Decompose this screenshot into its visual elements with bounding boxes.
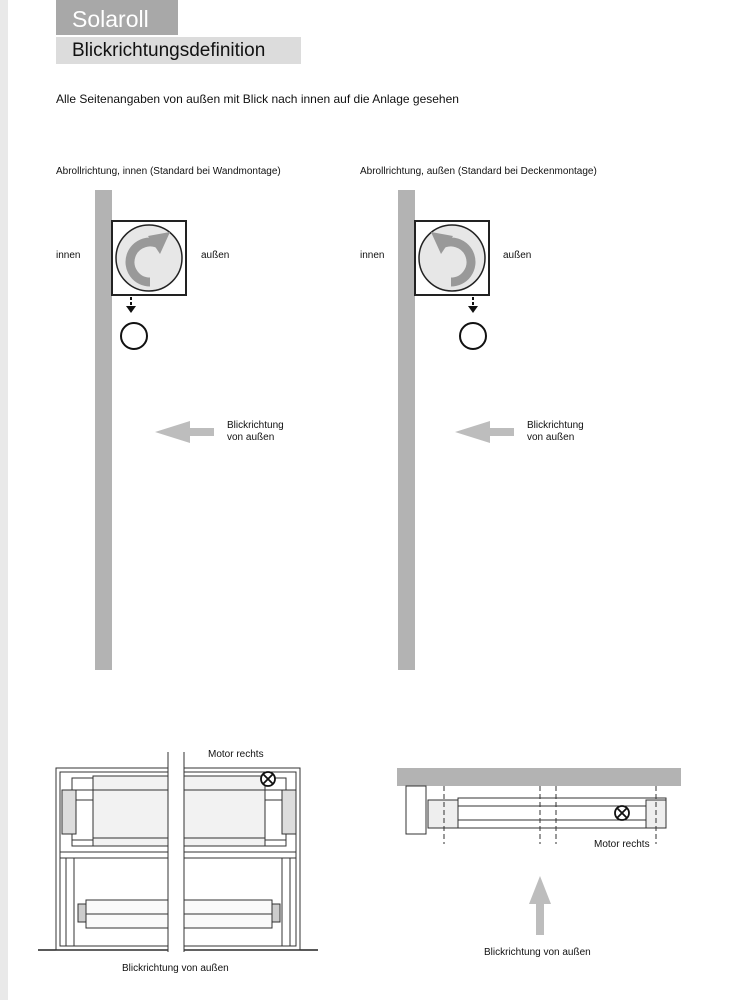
right-inside-label: innen (360, 250, 385, 261)
front-view-drawing (38, 752, 318, 952)
view-arrow-right-icon (455, 421, 514, 443)
unroll-circle-right (460, 323, 486, 349)
down-arrow-icon (468, 306, 478, 313)
right-diagram-caption: Abrollrichtung, außen (Standard bei Deckenmontage) (360, 166, 597, 177)
right-diagram (398, 190, 514, 670)
view-arrow-left-icon (155, 421, 214, 443)
left-outside-label: außen (201, 250, 230, 261)
left-view-line2: von außen (227, 432, 275, 443)
down-arrow-icon (126, 306, 136, 313)
page-title: Blickrichtungsdefinition (56, 37, 301, 64)
unroll-circle-left (121, 323, 147, 349)
bottom-left-view-label: Blickrichtung von außen (122, 963, 229, 974)
bottom-right-motor-label: Motor rechts (594, 839, 650, 850)
left-view-line1: Blickrichtung (227, 420, 284, 431)
intro-text: Alle Seitenangaben von außen mit Blick nach innen auf die Anlage gesehen (56, 92, 459, 106)
ceiling-view-drawing (397, 768, 681, 935)
left-diagram-caption: Abrollrichtung, innen (Standard bei Wandmontage) (56, 166, 281, 177)
right-outside-label: außen (503, 250, 532, 261)
bottom-left-motor-label: Motor rechts (208, 749, 264, 760)
brand-label: Solaroll (56, 0, 178, 35)
wall-right (398, 190, 415, 670)
right-view-line1: Blickrichtung (527, 420, 584, 431)
left-diagram (95, 190, 214, 670)
wall-left (95, 190, 112, 670)
left-inside-label: innen (56, 250, 81, 261)
view-arrow-up-icon (529, 876, 551, 935)
right-view-line2: von außen (527, 432, 575, 443)
bottom-right-view-label: Blickrichtung von außen (484, 947, 591, 958)
